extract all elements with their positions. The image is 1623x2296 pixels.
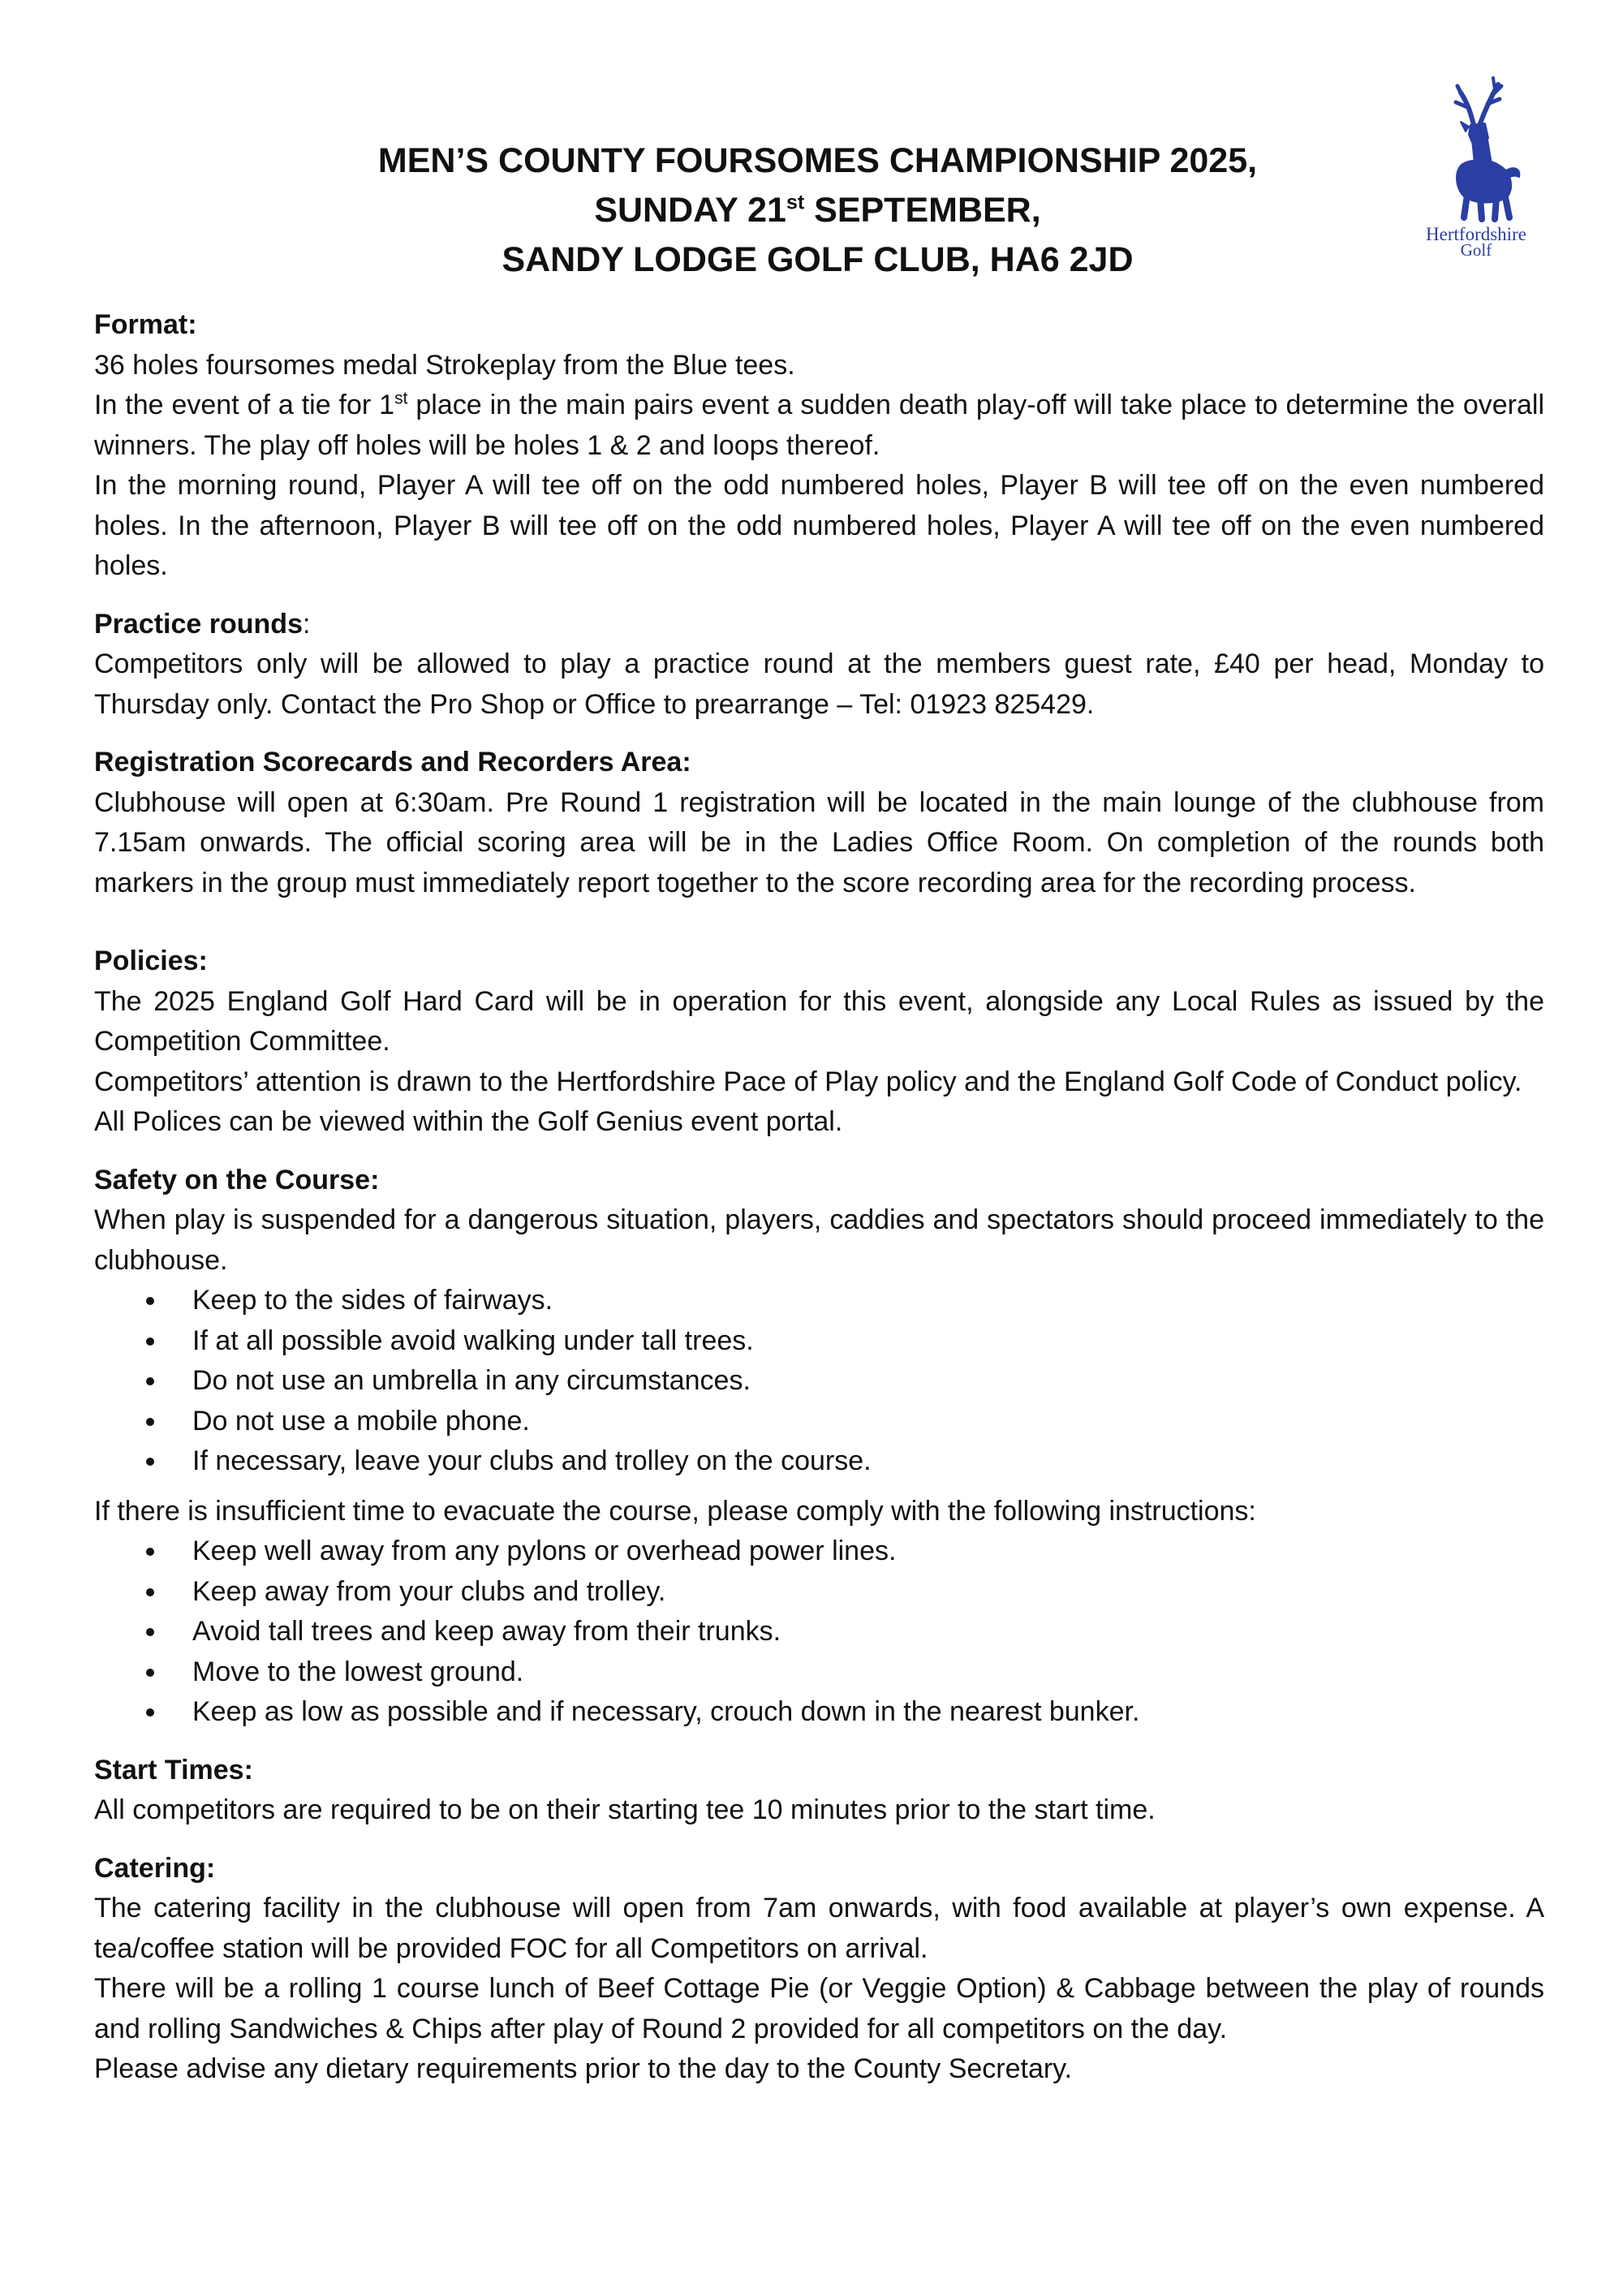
bullet-icon [146, 1628, 154, 1636]
list-item-text: Move to the lowest ground. [192, 1656, 524, 1687]
bullet-icon [146, 1338, 154, 1346]
page-title [162, 136, 1473, 285]
list-item-text: Do not use an umbrella in any circumstances. [192, 1365, 751, 1396]
format-paragraph-2 [94, 386, 1544, 466]
list-item [94, 1572, 1544, 1613]
catering-paragraph-2: There will be a rolling 1 course lunch of Beef Cottage Pie (or Veggie Option) & Cabbage between the play of rounds and rolling Sandwiches & Chips after play of Round 2 provided for all competitors on the day. [94, 1973, 1544, 2044]
list-item [94, 1281, 1544, 1321]
title-line-2-pre: SUNDAY 21 [594, 191, 786, 230]
registration-section [94, 743, 1544, 903]
safety-list-1 [94, 1281, 1544, 1482]
spacer [94, 903, 1544, 941]
start-times-paragraph-1: All competitors are required to be on their starting tee 10 minutes prior to the start time. [94, 1794, 1156, 1825]
policies-heading: Policies: [94, 946, 208, 976]
safety-section [94, 1161, 1544, 1733]
spacer [94, 1733, 1544, 1751]
list-item-text: Keep well away from any pylons or overhead power lines. [192, 1536, 897, 1566]
bullet-icon [146, 1588, 154, 1596]
stag-icon [1410, 75, 1542, 225]
catering-section [94, 1849, 1544, 2090]
list-item [94, 1692, 1544, 1733]
bullet-icon [146, 1297, 154, 1305]
bullet-icon [146, 1377, 154, 1385]
format-paragraph-2-sup: st [394, 389, 408, 408]
spacer [94, 725, 1544, 743]
list-item-text: Keep to the sides of fairways. [192, 1285, 553, 1316]
safety-paragraph-2: If there is insufficient time to evacuate the course, please comply with the following instructions: [94, 1495, 1256, 1527]
catering-paragraph-3: Please advise any dietary requirements prior to the day to the County Secretary. [94, 2053, 1073, 2084]
practice-heading [94, 605, 1544, 645]
format-paragraph-3: In the morning round, Player A will tee off on the odd numbered holes, Player B will tee off on the even numbered holes. In the afternoon, Player B will tee off on the odd numbered holes, Player A will tee off on the even numbered holes. [94, 470, 1544, 581]
policies-paragraph-3: All Polices can be viewed within the Golf Genius event portal. [94, 1106, 843, 1137]
spacer [94, 1831, 1544, 1849]
practice-heading-text: Practice rounds [94, 608, 303, 640]
format-paragraph-1: 36 holes foursomes medal Strokeplay from the Blue tees. [94, 349, 795, 381]
list-item-text: Keep away from your clubs and trolley. [192, 1575, 666, 1607]
list-item [94, 1361, 1544, 1402]
list-item [94, 1321, 1544, 1362]
bullet-icon [146, 1669, 154, 1677]
practice-paragraph-1: Competitors only will be allowed to play a practice round at the members guest rate, £40 per head, Monday to Thursday only. Contact the Pro Shop or Office to prearrange – Tel: 01923 825429. [94, 648, 1544, 720]
policies-section [94, 941, 1544, 1143]
bullet-icon [146, 1708, 154, 1717]
title-line-1: MEN’S COUNTY FOURSOMES CHAMPIONSHIP 2025, [377, 141, 1258, 180]
format-section [94, 305, 1544, 587]
bullet-icon [146, 1458, 154, 1466]
safety-heading: Safety on the Course: [94, 1164, 380, 1195]
list-item-text: If at all possible avoid walking under tall trees. [192, 1325, 754, 1356]
safety-list-2 [94, 1531, 1544, 1733]
bullet-icon [146, 1418, 154, 1426]
format-paragraph-2-post: place in the main pairs event a sudden death play-off will take place to determine the overall winners. The play off holes will be holes 1 & 2 and loops thereof. [94, 390, 1545, 461]
spacer [94, 1482, 1544, 1492]
catering-paragraph-1: The catering facility in the clubhouse will open from 7am onwards, with food available at player’s own expense. A tea/coffee station will be provided FOC for all Competitors on arrival. [94, 1893, 1544, 1964]
policies-paragraph-1: The 2025 England Golf Hard Card will be in operation for this event, alongside any Local Rules as issued by the Competition Committee. [94, 985, 1544, 1057]
safety-paragraph-1: When play is suspended for a dangerous situation, players, caddies and spectators should proceed immediately to the clubhouse. [94, 1204, 1544, 1276]
practice-heading-suffix: : [302, 608, 311, 640]
list-item [94, 1531, 1544, 1572]
list-item [94, 1652, 1544, 1693]
list-item [94, 1612, 1544, 1652]
title-line-3: SANDY LODGE GOLF CLUB, HA6 2JD [502, 240, 1134, 279]
logo-text-line-1: Hertfordshire [1426, 224, 1526, 244]
title-line-2-sup: st [786, 191, 805, 214]
start-times-section [94, 1751, 1544, 1831]
list-item-text: Avoid tall trees and keep away from their trunks. [192, 1616, 781, 1647]
format-heading: Format: [94, 309, 197, 340]
title-line-2 [162, 186, 1473, 235]
format-paragraph-2-pre: In the event of a tie for 1 [94, 390, 395, 420]
start-times-heading: Start Times: [94, 1754, 253, 1786]
list-item-text: Keep as low as possible and if necessary, crouch down in the nearest bunker. [192, 1696, 1140, 1727]
list-item-text: If necessary, leave your clubs and trolley on the course. [192, 1445, 872, 1476]
list-item-text: Do not use a mobile phone. [192, 1405, 530, 1437]
logo-text-line-2: Golf [1460, 240, 1492, 260]
spacer [94, 587, 1544, 605]
catering-heading: Catering: [94, 1852, 216, 1884]
registration-heading: Registration Scorecards and Recorders Area: [94, 747, 691, 778]
title-line-2-post: SEPTEMBER, [804, 191, 1041, 230]
list-item [94, 1441, 1544, 1482]
practice-section [94, 605, 1544, 726]
hertfordshire-golf-logo [1410, 75, 1542, 269]
registration-paragraph-1: Clubhouse will open at 6:30am. Pre Round 1 registration will be located in the main lounge of the clubhouse from 7.15am onwards. The official scoring area will be in the Ladies Office Room. On completion of the rounds both markers in the group must immediately report together to the score recording area for the recording process. [94, 786, 1544, 898]
document-body [94, 305, 1544, 2090]
spacer [94, 1143, 1544, 1161]
bullet-icon [146, 1548, 154, 1556]
list-item [94, 1402, 1544, 1442]
policies-paragraph-2: Competitors’ attention is drawn to the Hertfordshire Pace of Play policy and the England Golf Code of Conduct policy. [94, 1066, 1522, 1097]
